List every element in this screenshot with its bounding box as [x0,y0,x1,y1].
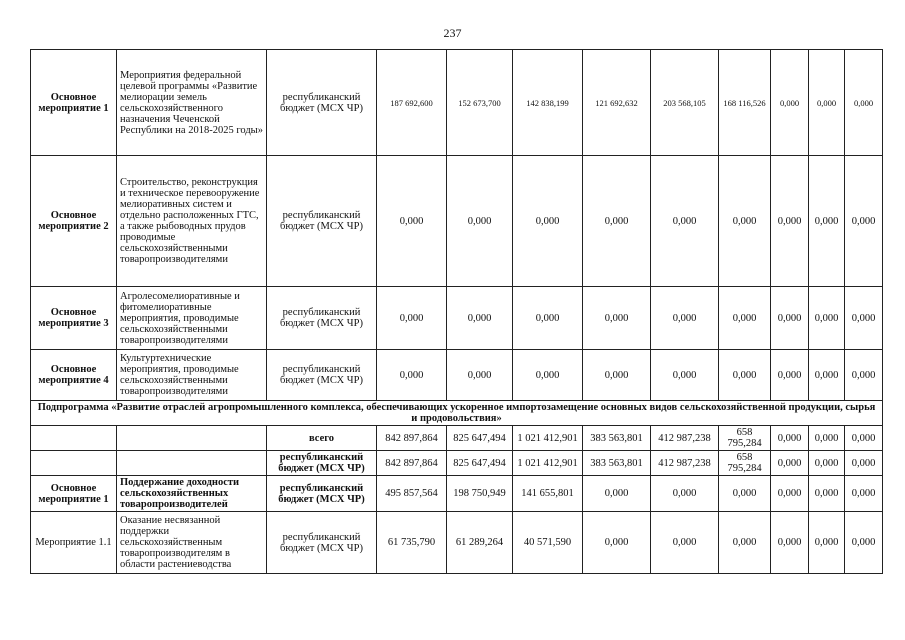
value-cell: 0,000 [377,287,447,350]
activity-cell: Основное мероприятие 1 [31,50,117,156]
value-cell: 842 897,864 [377,451,447,476]
value-cell: 0,000 [771,512,809,574]
value-cell: 187 692,600 [377,50,447,156]
description-cell: Агролесомелиоративные и фитомелиоративные мероприятия, проводимые сельскохозяйственными товаропроизводителями [117,287,267,350]
value-cell: 0,000 [845,426,883,451]
description-cell: Мероприятия федеральной целевой программы «Развитие мелиорации земель сельскохозяйственного назначения Чеченской Республики на 2018-2025 годы» [117,50,267,156]
value-cell: 0,000 [771,350,809,401]
value-cell: 0,000 [771,287,809,350]
value-cell: 0,000 [719,156,771,287]
value-cell: 0,000 [809,426,845,451]
activity-cell: Основное мероприятие 3 [31,287,117,350]
value-cell: 0,000 [809,156,845,287]
value-cell: 40 571,590 [513,512,583,574]
value-cell: 0,000 [809,476,845,512]
value-cell: 0,000 [771,50,809,156]
value-cell: 0,000 [809,512,845,574]
value-cell: 0,000 [719,476,771,512]
funding-source-cell: всего [267,426,377,451]
funding-source-cell: республиканский бюджет (МСХ ЧР) [267,476,377,512]
funding-source-cell: республиканский бюджет (МСХ ЧР) [267,512,377,574]
value-cell: 0,000 [651,512,719,574]
table-row [31,50,883,156]
description-cell: Строительство, реконструкция и техническое перевооружение мелиоративных систем и отдельно расположенных ГТС, а также рыбоводных прудов проводимые сельскохозяйственными товаропроизводителями [117,156,267,287]
value-cell: 0,000 [809,50,845,156]
value-cell: 203 568,105 [651,50,719,156]
value-cell: 0,000 [771,451,809,476]
value-cell: 0,000 [377,350,447,401]
value-cell: 842 897,864 [377,426,447,451]
value-cell: 0,000 [447,287,513,350]
value-cell: 61 289,264 [447,512,513,574]
activity-cell: Основное мероприятие 1 [31,476,117,512]
value-cell: 0,000 [719,287,771,350]
activity-cell [31,451,117,476]
description-cell: Поддержание доходности сельскохозяйственных товаропроизводителей [117,476,267,512]
value-cell: 0,000 [651,476,719,512]
value-cell: 0,000 [651,350,719,401]
value-cell: 142 838,199 [513,50,583,156]
value-cell: 0,000 [583,287,651,350]
value-cell: 141 655,801 [513,476,583,512]
value-cell: 0,000 [771,156,809,287]
value-cell: 383 563,801 [583,426,651,451]
description-cell [117,451,267,476]
funding-source-cell: республиканский бюджет (МСХ ЧР) [267,287,377,350]
value-cell: 0,000 [845,50,883,156]
activity-cell: Мероприятие 1.1 [31,512,117,574]
value-cell: 0,000 [377,156,447,287]
value-cell: 0,000 [845,512,883,574]
description-cell: Оказание несвязанной поддержки сельскохозяйственным товаропроизводителям в области растениеводства [117,512,267,574]
value-cell: 1 021 412,901 [513,426,583,451]
value-cell: 121 692,632 [583,50,651,156]
value-cell: 0,000 [447,156,513,287]
value-cell: 198 750,949 [447,476,513,512]
value-cell: 0,000 [583,476,651,512]
value-cell: 61 735,790 [377,512,447,574]
funding-source-cell: республиканский бюджет (МСХ ЧР) [267,451,377,476]
description-cell: Культуртехнические мероприятия, проводимые сельскохозяйственными товаропроизводителями [117,350,267,401]
activity-cell: Основное мероприятие 4 [31,350,117,401]
value-cell: 0,000 [771,476,809,512]
activity-cell [31,426,117,451]
value-cell: 1 021 412,901 [513,451,583,476]
table-row [31,451,883,476]
value-cell: 0,000 [651,156,719,287]
budget-table [30,49,883,574]
value-cell: 0,000 [447,350,513,401]
funding-source-cell: республиканский бюджет (МСХ ЧР) [267,156,377,287]
value-cell: 152 673,700 [447,50,513,156]
value-cell: 0,000 [809,350,845,401]
value-cell: 0,000 [583,156,651,287]
value-cell: 0,000 [651,287,719,350]
table-row [31,512,883,574]
value-cell: 383 563,801 [583,451,651,476]
value-cell: 0,000 [583,350,651,401]
table-row [31,476,883,512]
value-cell: 0,000 [513,350,583,401]
value-cell: 0,000 [845,350,883,401]
value-cell: 0,000 [845,156,883,287]
table-row [31,156,883,287]
value-cell: 0,000 [809,451,845,476]
value-cell: 825 647,494 [447,451,513,476]
value-cell: 495 857,564 [377,476,447,512]
table-row [31,426,883,451]
subprogram-header-row [31,401,883,426]
funding-source-cell: республиканский бюджет (МСХ ЧР) [267,350,377,401]
subprogram-title: Подпрограмма «Развитие отраслей агропромышленного комплекса, обеспечивающих ускоренное импортозамещение основных видов сельскохозяйственной продукции, сырья и продовольствия» [31,401,883,426]
value-cell: 0,000 [719,350,771,401]
value-cell: 0,000 [771,426,809,451]
table-row [31,350,883,401]
value-cell: 825 647,494 [447,426,513,451]
value-cell: 0,000 [513,287,583,350]
value-cell: 168 116,526 [719,50,771,156]
table-row [31,287,883,350]
value-cell: 0,000 [845,287,883,350]
value-cell: 412 987,238 [651,426,719,451]
activity-cell: Основное мероприятие 2 [31,156,117,287]
value-cell: 658 795,284 [719,451,771,476]
value-cell: 0,000 [719,512,771,574]
funding-source-cell: республиканский бюджет (МСХ ЧР) [267,50,377,156]
value-cell: 0,000 [809,287,845,350]
value-cell: 0,000 [513,156,583,287]
value-cell: 0,000 [845,476,883,512]
page-number: 237 [443,26,462,40]
value-cell: 412 987,238 [651,451,719,476]
value-cell: 0,000 [845,451,883,476]
description-cell [117,426,267,451]
value-cell: 0,000 [583,512,651,574]
value-cell: 658 795,284 [719,426,771,451]
